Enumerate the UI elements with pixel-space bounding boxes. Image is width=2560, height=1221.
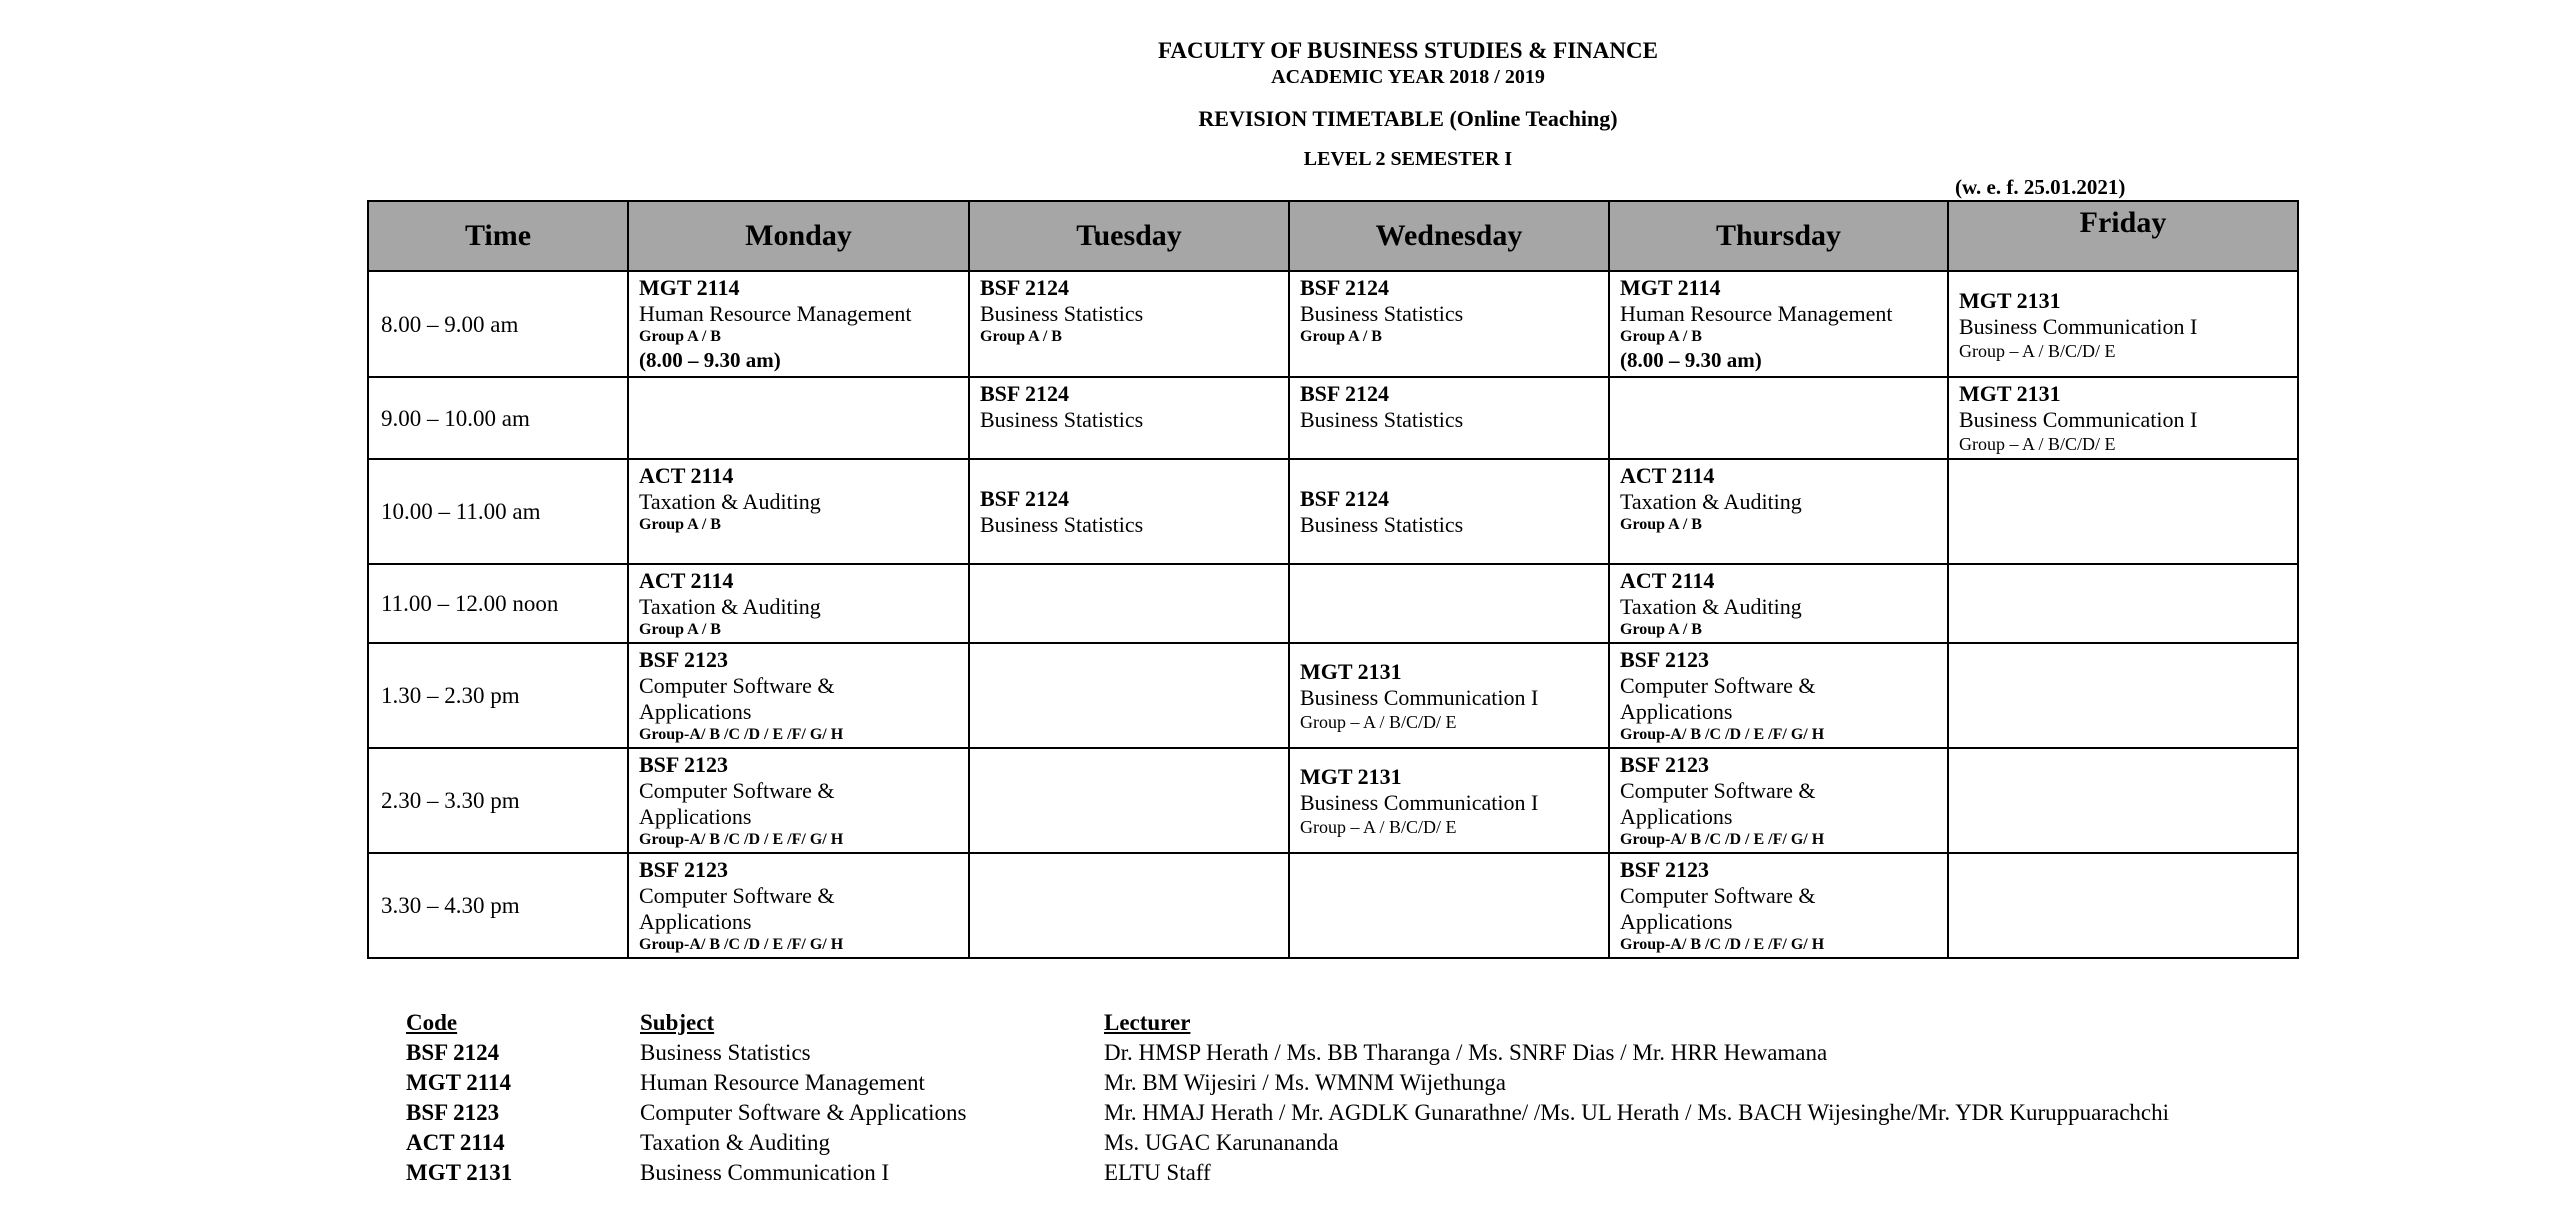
timetable-header-row xyxy=(368,201,2298,271)
table-row xyxy=(368,564,2298,643)
faculty-title: FACULTY OF BUSINESS STUDIES & FINANCE xyxy=(1158,38,1658,63)
timetable xyxy=(367,200,2299,959)
legend-subject: Business Statistics xyxy=(640,1040,811,1065)
legend-lecturer: ELTU Staff xyxy=(1104,1160,1211,1185)
cell-wednesday xyxy=(1289,643,1609,748)
course-group: Group-A/ B /C /D / E /F/ G/ H xyxy=(639,831,844,848)
course-group: Group – A / B/C/D/ E xyxy=(1959,434,2116,454)
col-header-tuesday: Tuesday xyxy=(969,201,1289,271)
cell-wednesday xyxy=(1289,748,1609,853)
course-group: Group-A/ B /C /D / E /F/ G/ H xyxy=(1620,936,1825,953)
course-subject-cont: Applications xyxy=(639,909,752,934)
cell-thursday xyxy=(1609,459,1948,564)
cell-monday xyxy=(628,564,969,643)
course-code: BSF 2124 xyxy=(980,381,1070,406)
table-row xyxy=(368,853,2298,958)
course-group: Group A / B xyxy=(639,621,721,638)
course-code: BSF 2123 xyxy=(1620,857,1710,882)
course-group: Group A / B xyxy=(1620,621,1702,638)
course-group: Group – A / B/C/D/ E xyxy=(1959,340,2116,361)
table-row xyxy=(368,643,2298,748)
timetable-title: REVISION TIMETABLE (Online Teaching) xyxy=(1198,106,1618,131)
course-code: BSF 2123 xyxy=(1620,647,1710,672)
course-subject: Taxation & Auditing xyxy=(639,594,821,619)
course-code: BSF 2123 xyxy=(1620,752,1710,777)
legend-code: MGT 2131 xyxy=(406,1160,513,1185)
course-code: BSF 2124 xyxy=(1300,381,1390,406)
course-subject: Business Communication I xyxy=(1300,790,1539,815)
course-group: Group-A/ B /C /D / E /F/ G/ H xyxy=(639,936,844,953)
time-slot: 3.30 – 4.30 pm xyxy=(368,853,628,958)
course-code: ACT 2114 xyxy=(639,463,734,488)
col-header-wednesday: Wednesday xyxy=(1289,201,1609,271)
course-subject: Business Communication I xyxy=(1959,313,2198,339)
cell-wednesday xyxy=(1289,853,1609,958)
course-subject-cont: Applications xyxy=(639,804,752,829)
course-subject: Taxation & Auditing xyxy=(1620,594,1802,619)
time-slot: 8.00 – 9.00 am xyxy=(368,271,628,377)
academic-year: ACADEMIC YEAR 2018 / 2019 xyxy=(1271,66,1545,88)
cell-friday xyxy=(1948,271,2298,377)
legend-header-lecturer: Lecturer xyxy=(1104,1010,1191,1035)
course-subject: Computer Software & xyxy=(639,883,835,908)
col-header-thursday: Thursday xyxy=(1609,201,1948,271)
course-group: Group – A / B/C/D/ E xyxy=(1300,712,1457,732)
course-group: Group A / B xyxy=(639,328,721,345)
legend-lecturer: Ms. UGAC Karunananda xyxy=(1104,1130,1339,1155)
course-code: ACT 2114 xyxy=(1620,463,1715,488)
course-code: MGT 2131 xyxy=(1959,287,2061,313)
cell-tuesday xyxy=(969,377,1289,459)
course-group: Group A / B xyxy=(980,328,1062,345)
table-row xyxy=(368,271,2298,377)
course-subject: Business Statistics xyxy=(1300,407,1464,432)
cell-tuesday xyxy=(969,459,1289,564)
course-subject: Computer Software & xyxy=(1620,778,1816,803)
col-header-monday: Monday xyxy=(628,201,969,271)
legend-code: BSF 2124 xyxy=(406,1040,500,1065)
cell-monday xyxy=(628,748,969,853)
course-group: Group-A/ B /C /D / E /F/ G/ H xyxy=(1620,831,1825,848)
course-subject-cont: Applications xyxy=(1620,909,1733,934)
time-slot: 11.00 – 12.00 noon xyxy=(368,564,628,643)
cell-tuesday xyxy=(969,748,1289,853)
col-header-time: Time xyxy=(368,201,628,271)
course-code: MGT 2114 xyxy=(1620,275,1721,300)
course-code: BSF 2123 xyxy=(639,857,729,882)
course-subject: Business Statistics xyxy=(980,512,1144,537)
cell-monday xyxy=(628,853,969,958)
course-subject: Business Statistics xyxy=(1300,301,1464,326)
course-code: MGT 2131 xyxy=(1959,381,2061,406)
cell-thursday xyxy=(1609,748,1948,853)
cell-friday xyxy=(1948,748,2298,853)
cell-friday xyxy=(1948,564,2298,643)
legend-header-subject: Subject xyxy=(640,1010,715,1035)
legend-code: MGT 2114 xyxy=(406,1070,512,1095)
legend-subject: Computer Software & Applications xyxy=(640,1100,967,1125)
cell-friday xyxy=(1948,377,2298,459)
course-subject: Business Communication I xyxy=(1959,407,2198,432)
cell-monday xyxy=(628,377,969,459)
course-code: MGT 2131 xyxy=(1300,659,1402,684)
course-group: Group-A/ B /C /D / E /F/ G/ H xyxy=(639,726,844,743)
cell-thursday xyxy=(1609,377,1948,459)
course-time-note: (8.00 – 9.30 am) xyxy=(1620,348,1762,372)
course-group: Group A / B xyxy=(639,516,721,533)
cell-friday xyxy=(1948,643,2298,748)
legend-lecturer: Dr. HMSP Herath / Ms. BB Tharanga / Ms. SNRF Dias / Mr. HRR Hewamana xyxy=(1104,1040,1828,1065)
course-code: ACT 2114 xyxy=(639,568,734,593)
course-code: MGT 2114 xyxy=(639,275,740,300)
course-group: Group A / B xyxy=(1620,328,1702,345)
table-row xyxy=(368,377,2298,459)
course-subject: Computer Software & xyxy=(1620,673,1816,698)
course-subject: Business Communication I xyxy=(1300,685,1539,710)
legend-code: ACT 2114 xyxy=(406,1130,505,1155)
legend-header-code: Code xyxy=(406,1010,458,1035)
time-slot: 1.30 – 2.30 pm xyxy=(368,643,628,748)
time-slot: 10.00 – 11.00 am xyxy=(368,459,628,564)
legend-code: BSF 2123 xyxy=(406,1100,500,1125)
cell-tuesday xyxy=(969,643,1289,748)
course-subject: Computer Software & xyxy=(639,673,835,698)
course-subject: Computer Software & xyxy=(639,778,835,803)
course-code: BSF 2124 xyxy=(980,486,1070,511)
course-group: Group A / B xyxy=(1300,328,1382,345)
course-code: BSF 2123 xyxy=(639,752,729,777)
course-subject: Human Resource Management xyxy=(1620,301,1893,326)
course-group: Group – A / B/C/D/ E xyxy=(1300,817,1457,837)
course-subject: Computer Software & xyxy=(1620,883,1816,908)
time-slot: 2.30 – 3.30 pm xyxy=(368,748,628,853)
course-subject-cont: Applications xyxy=(639,699,752,724)
cell-monday xyxy=(628,271,969,377)
cell-thursday xyxy=(1609,643,1948,748)
legend-lecturer: Mr. BM Wijesiri / Ms. WMNM Wijethunga xyxy=(1104,1070,1506,1095)
course-code: ACT 2114 xyxy=(1620,568,1715,593)
cell-wednesday xyxy=(1289,377,1609,459)
cell-thursday xyxy=(1609,564,1948,643)
course-code: BSF 2124 xyxy=(1300,275,1390,300)
table-row xyxy=(368,748,2298,853)
course-code: BSF 2124 xyxy=(980,275,1070,300)
course-code: BSF 2123 xyxy=(639,647,729,672)
cell-thursday xyxy=(1609,853,1948,958)
col-header-friday: Friday xyxy=(1948,201,2298,271)
legend-subject: Business Communication I xyxy=(640,1160,890,1185)
course-code: MGT 2131 xyxy=(1300,764,1402,789)
cell-friday xyxy=(1948,853,2298,958)
course-subject: Business Statistics xyxy=(980,301,1144,326)
cell-thursday xyxy=(1609,271,1948,377)
course-code: BSF 2124 xyxy=(1300,486,1390,511)
effective-date: (w. e. f. 25.01.2021) xyxy=(1955,175,2126,199)
cell-tuesday xyxy=(969,853,1289,958)
course-time-note: (8.00 – 9.30 am) xyxy=(639,348,781,372)
course-subject-cont: Applications xyxy=(1620,804,1733,829)
legend-subject: Taxation & Auditing xyxy=(640,1130,831,1155)
cell-monday xyxy=(628,643,969,748)
course-group: Group-A/ B /C /D / E /F/ G/ H xyxy=(1620,726,1825,743)
cell-tuesday xyxy=(969,271,1289,377)
cell-wednesday xyxy=(1289,459,1609,564)
level-semester: LEVEL 2 SEMESTER I xyxy=(1303,148,1513,170)
course-group: Group A / B xyxy=(1620,516,1702,533)
course-subject: Business Statistics xyxy=(980,407,1144,432)
table-row xyxy=(368,459,2298,564)
time-slot: 9.00 – 10.00 am xyxy=(368,377,628,459)
course-subject: Taxation & Auditing xyxy=(639,489,821,514)
cell-friday xyxy=(1948,459,2298,564)
cell-monday xyxy=(628,459,969,564)
cell-wednesday xyxy=(1289,564,1609,643)
legend-subject: Human Resource Management xyxy=(640,1070,925,1095)
course-subject: Taxation & Auditing xyxy=(1620,489,1802,514)
course-subject: Business Statistics xyxy=(1300,512,1464,537)
course-subject: Human Resource Management xyxy=(639,301,912,326)
cell-tuesday xyxy=(969,564,1289,643)
cell-wednesday xyxy=(1289,271,1609,377)
legend-lecturer: Mr. HMAJ Herath / Mr. AGDLK Gunarathne/ /Ms. UL Herath / Ms. BACH Wijesinghe/Mr. YDR Kuruppuarachchi xyxy=(1104,1100,2170,1125)
course-subject-cont: Applications xyxy=(1620,699,1733,724)
